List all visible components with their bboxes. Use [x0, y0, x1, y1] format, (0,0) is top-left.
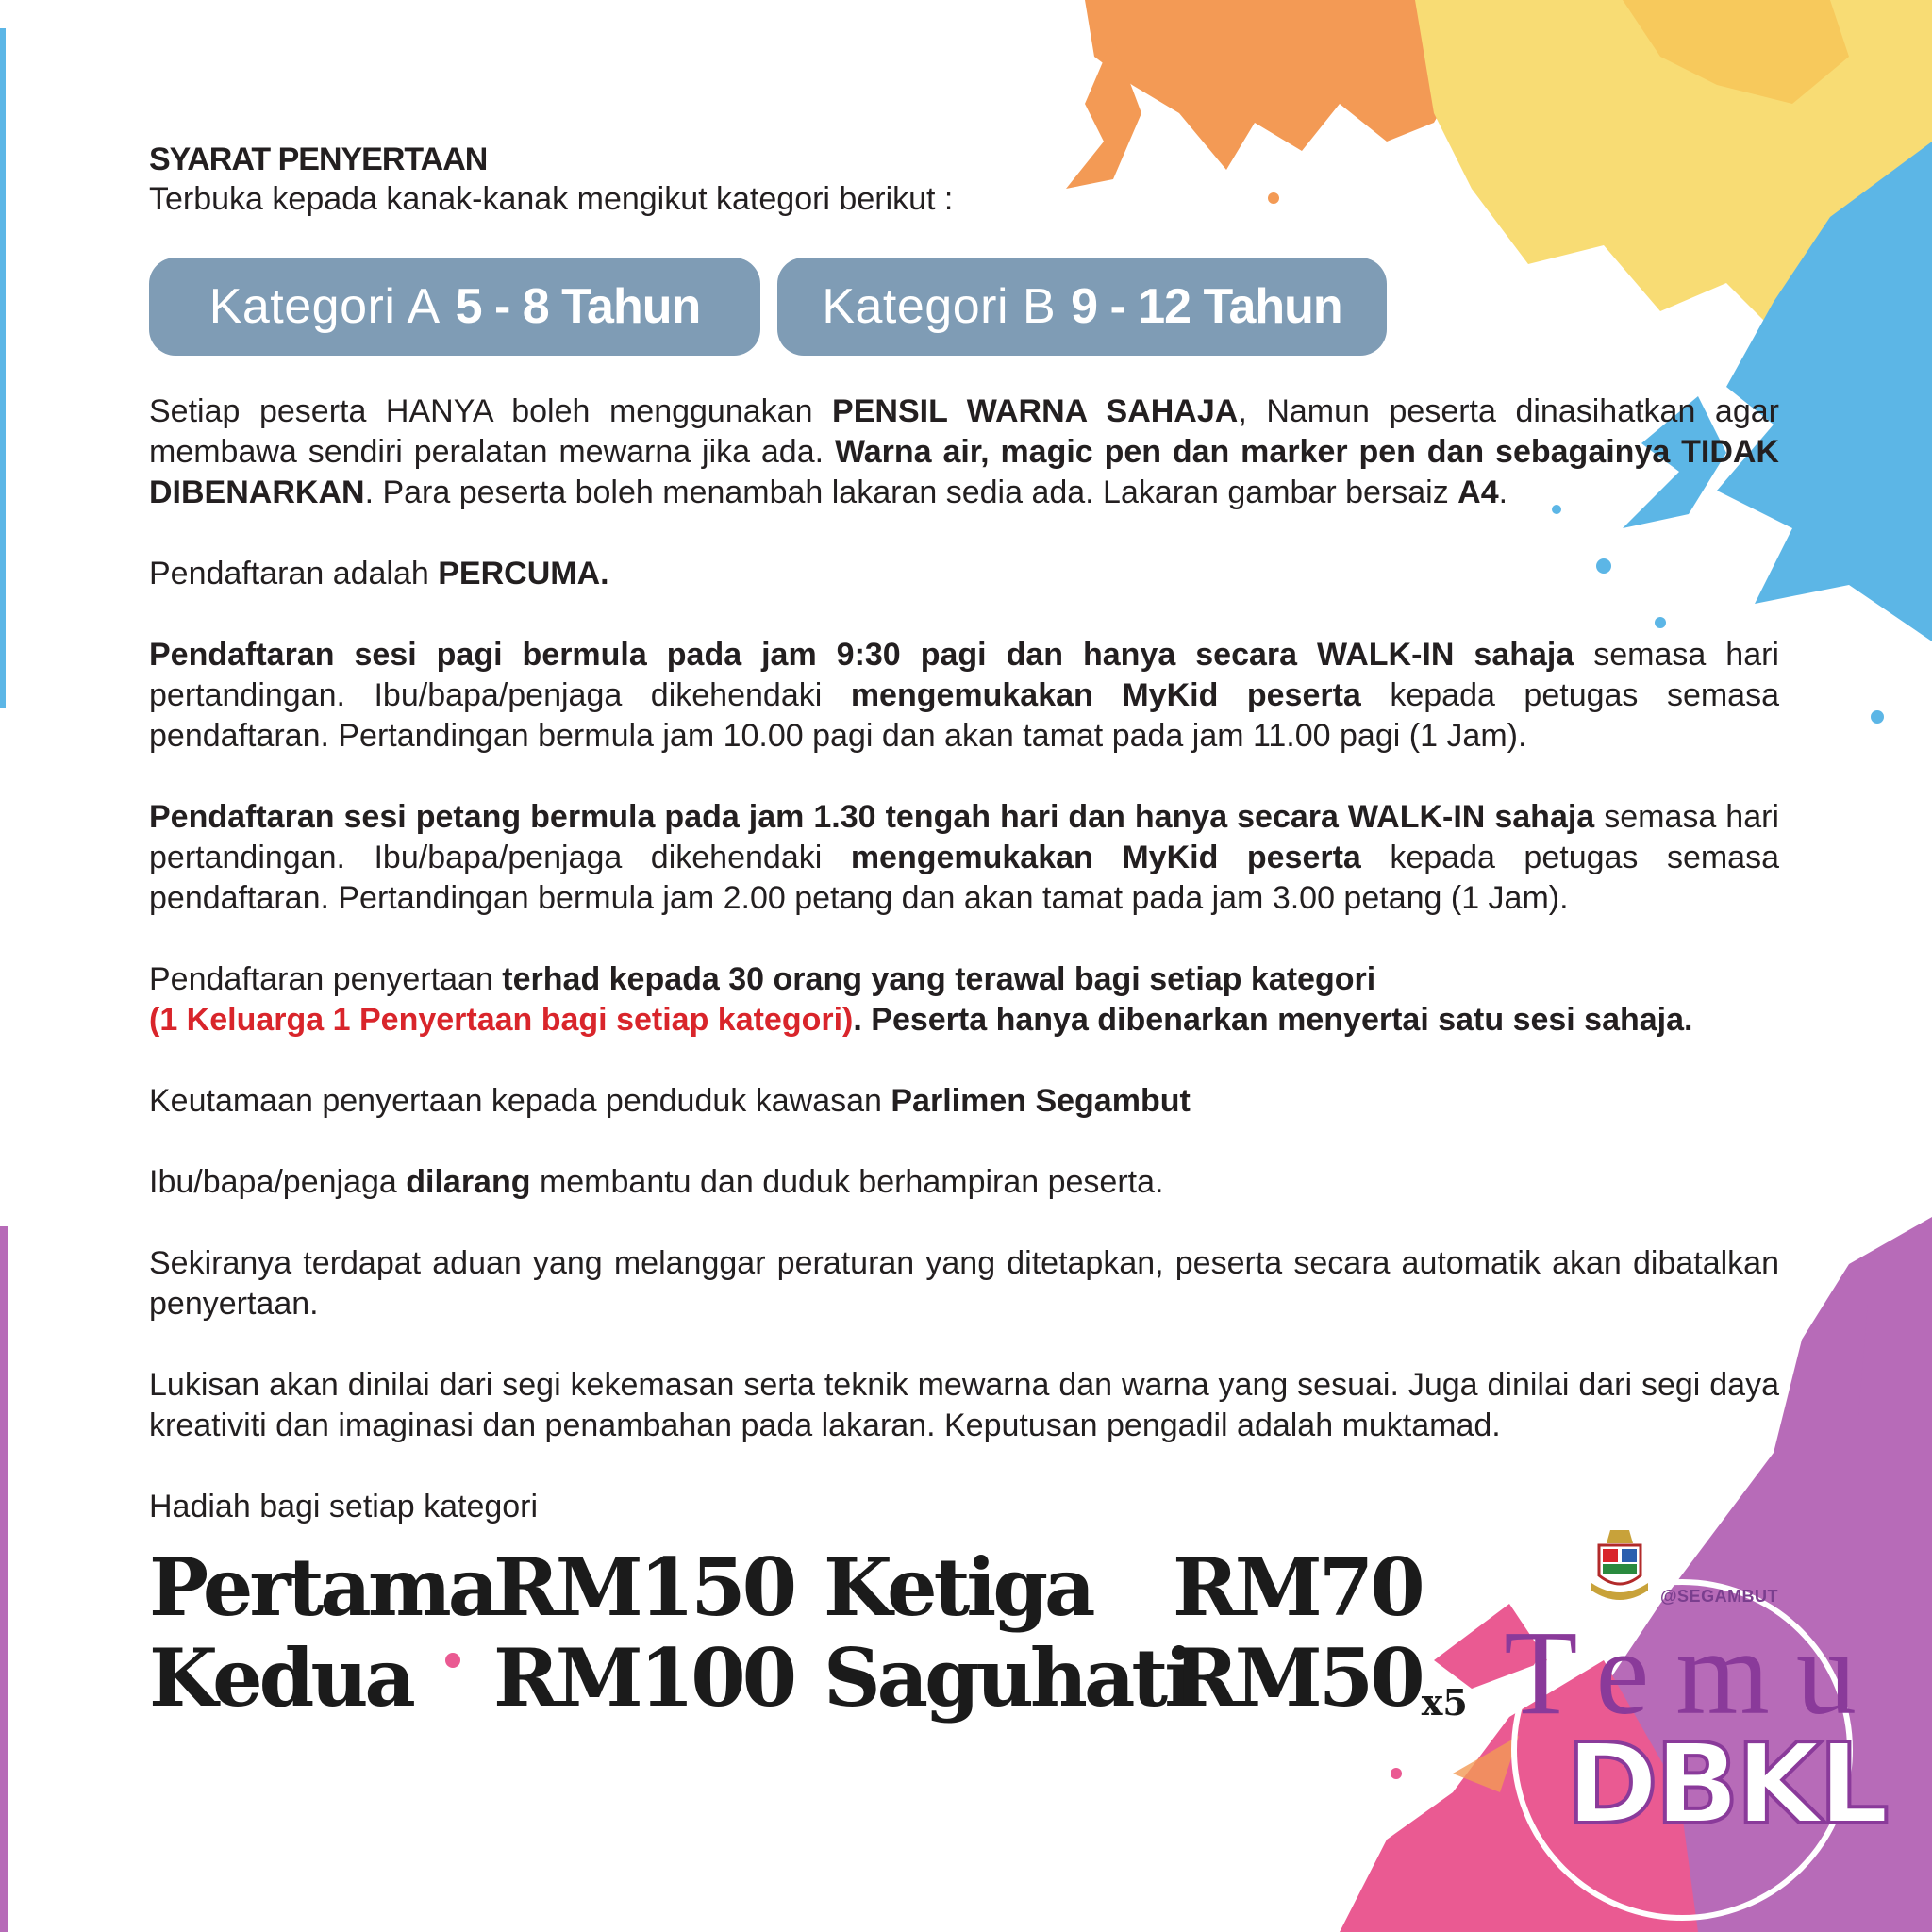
section-heading: SYARAT PENYERTAAN: [149, 142, 488, 177]
category-a-name: Kategori A: [208, 278, 441, 334]
rule-text: semasa hari pertandingan. Ibu/bapa/penjaga dikehendaki: [149, 799, 1779, 875]
rule-text: .: [1498, 475, 1508, 510]
rule-text: Pendaftaran adalah: [149, 556, 439, 591]
rule-emphasis: A4: [1457, 475, 1499, 510]
rule-materials: [149, 391, 1779, 513]
prize-label-third: Ketiga: [824, 1541, 1092, 1634]
dbkl-crest-icon: [1590, 1526, 1650, 1607]
rule-judging: Lukisan akan dinilai dari segi kekemasan serta teknik mewarna dan warna yang sesuai. Juga dinilai dari segi daya kreativiti dan imaginasi dan penambahan pada lakaran. Keputusan pengadil adalah muktamad.: [149, 1367, 1779, 1443]
rule-text: Setiap peserta HANYA boleh menggunakan: [149, 393, 833, 429]
prize-amount-consolation-value: RM50: [1173, 1631, 1422, 1724]
prize-amount-second: RM100: [493, 1631, 794, 1724]
rule-text: semasa hari pertandingan. Ibu/bapa/penjaga dikehendaki: [149, 637, 1779, 713]
rule-emphasis: Parlimen Segambut: [891, 1083, 1191, 1119]
rule-emphasis: bermula pada jam 1.30 tengah hari dan hanya secara WALK-IN sahaja: [521, 799, 1595, 835]
rule-emphasis: Pendaftaran sesi petang: [149, 799, 522, 835]
rule-free-registration: [149, 554, 1779, 594]
rule-text: Ibu/bapa/penjaga: [149, 1164, 407, 1200]
prize-amount-third: RM70: [1173, 1541, 1422, 1634]
category-row: [149, 258, 1779, 356]
category-b-name: Kategori B: [822, 278, 1057, 334]
rule-emphasis: dilarang: [406, 1164, 531, 1200]
category-a-age: 5 - 8 Tahun: [455, 278, 701, 334]
intro-text: Terbuka kepada kanak-kanak mengikut kategori berikut :: [149, 181, 954, 217]
rule-emphasis: mengemukakan MyKid peserta: [850, 677, 1361, 713]
rule-text: membantu dan duduk berhampiran peserta.: [530, 1164, 1164, 1200]
rule-emphasis: Pendaftaran sesi pagi: [149, 637, 503, 673]
prizes-title: Hadiah bagi setiap kategori: [149, 1489, 539, 1524]
rule-emphasis: terhad kepada 30 orang yang terawal bagi setiap kategori: [502, 961, 1376, 997]
rule-text: , Namun peserta dinasihatkan agar membawa sendiri peralatan mewarna jika ada.: [149, 393, 1779, 470]
rule-parents: [149, 1162, 1779, 1203]
prize-amount-consolation: [1173, 1631, 1468, 1737]
rule-priority: [149, 1081, 1779, 1122]
logo-subtitle: DBKL: [1566, 1719, 1886, 1849]
rule-emphasis: mengemukakan MyKid peserta: [850, 840, 1361, 875]
category-b-badge: [777, 258, 1387, 356]
logo-handle: @SEGAMBUT: [1660, 1587, 1779, 1606]
rule-emphasis: PERCUMA.: [438, 556, 609, 591]
prize-label-consolation: Saguhati: [824, 1631, 1191, 1724]
rule-emphasis: PENSIL WARNA SAHAJA: [832, 393, 1239, 429]
rule-text: kepada petugas semasa pendaftaran. Pertandingan bermula jam 10.00 pagi dan akan tamat pada jam 11.00 pagi (1 Jam).: [149, 677, 1779, 754]
rule-red-note: (1 Keluarga 1 Penyertaan bagi setiap kategori): [149, 1002, 854, 1038]
rule-morning-session: [149, 635, 1779, 757]
prize-multiplier: x5: [1421, 1681, 1468, 1724]
rule-text: Pendaftaran penyertaan: [149, 961, 503, 997]
rule-participant-limit: [149, 959, 1779, 1041]
rule-text: kepada petugas semasa pendaftaran. Pertandingan bermula jam 2.00 petang dan akan tamat pada jam 3.00 petang (1 Jam).: [149, 840, 1779, 916]
rule-text: Keutamaan penyertaan kepada penduduk kawasan: [149, 1083, 891, 1119]
prize-label-first: Pertama: [149, 1541, 496, 1634]
main-content: [149, 140, 1779, 1733]
prize-label-second: Kedua: [149, 1631, 412, 1724]
rule-text: . Para peserta boleh menambah lakaran sedia ada. Lakaran gambar bersaiz: [364, 475, 1458, 510]
rule-disqualification: Sekiranya terdapat aduan yang melanggar peraturan yang ditetapkan, peserta secara automatik akan dibatalkan penyertaan.: [149, 1245, 1779, 1322]
category-a-badge: [149, 258, 760, 356]
rule-emphasis: . Peserta hanya dibenarkan menyertai satu sesi sahaja.: [853, 1002, 1693, 1038]
rule-emphasis: Warna air, magic pen dan marker pen dan sebagainya TIDAK DIBENARKAN: [149, 434, 1779, 510]
logo-title: Temu: [1504, 1606, 1883, 1740]
category-b-age: 9 - 12 Tahun: [1071, 278, 1342, 334]
rule-emphasis: bermula pada jam 9:30 pagi dan hanya secara WALK-IN sahaja: [502, 637, 1574, 673]
temu-dbkl-logo: [1500, 1519, 1896, 1915]
rule-afternoon-session: [149, 797, 1779, 919]
prize-amount-first: RM150: [493, 1541, 794, 1634]
